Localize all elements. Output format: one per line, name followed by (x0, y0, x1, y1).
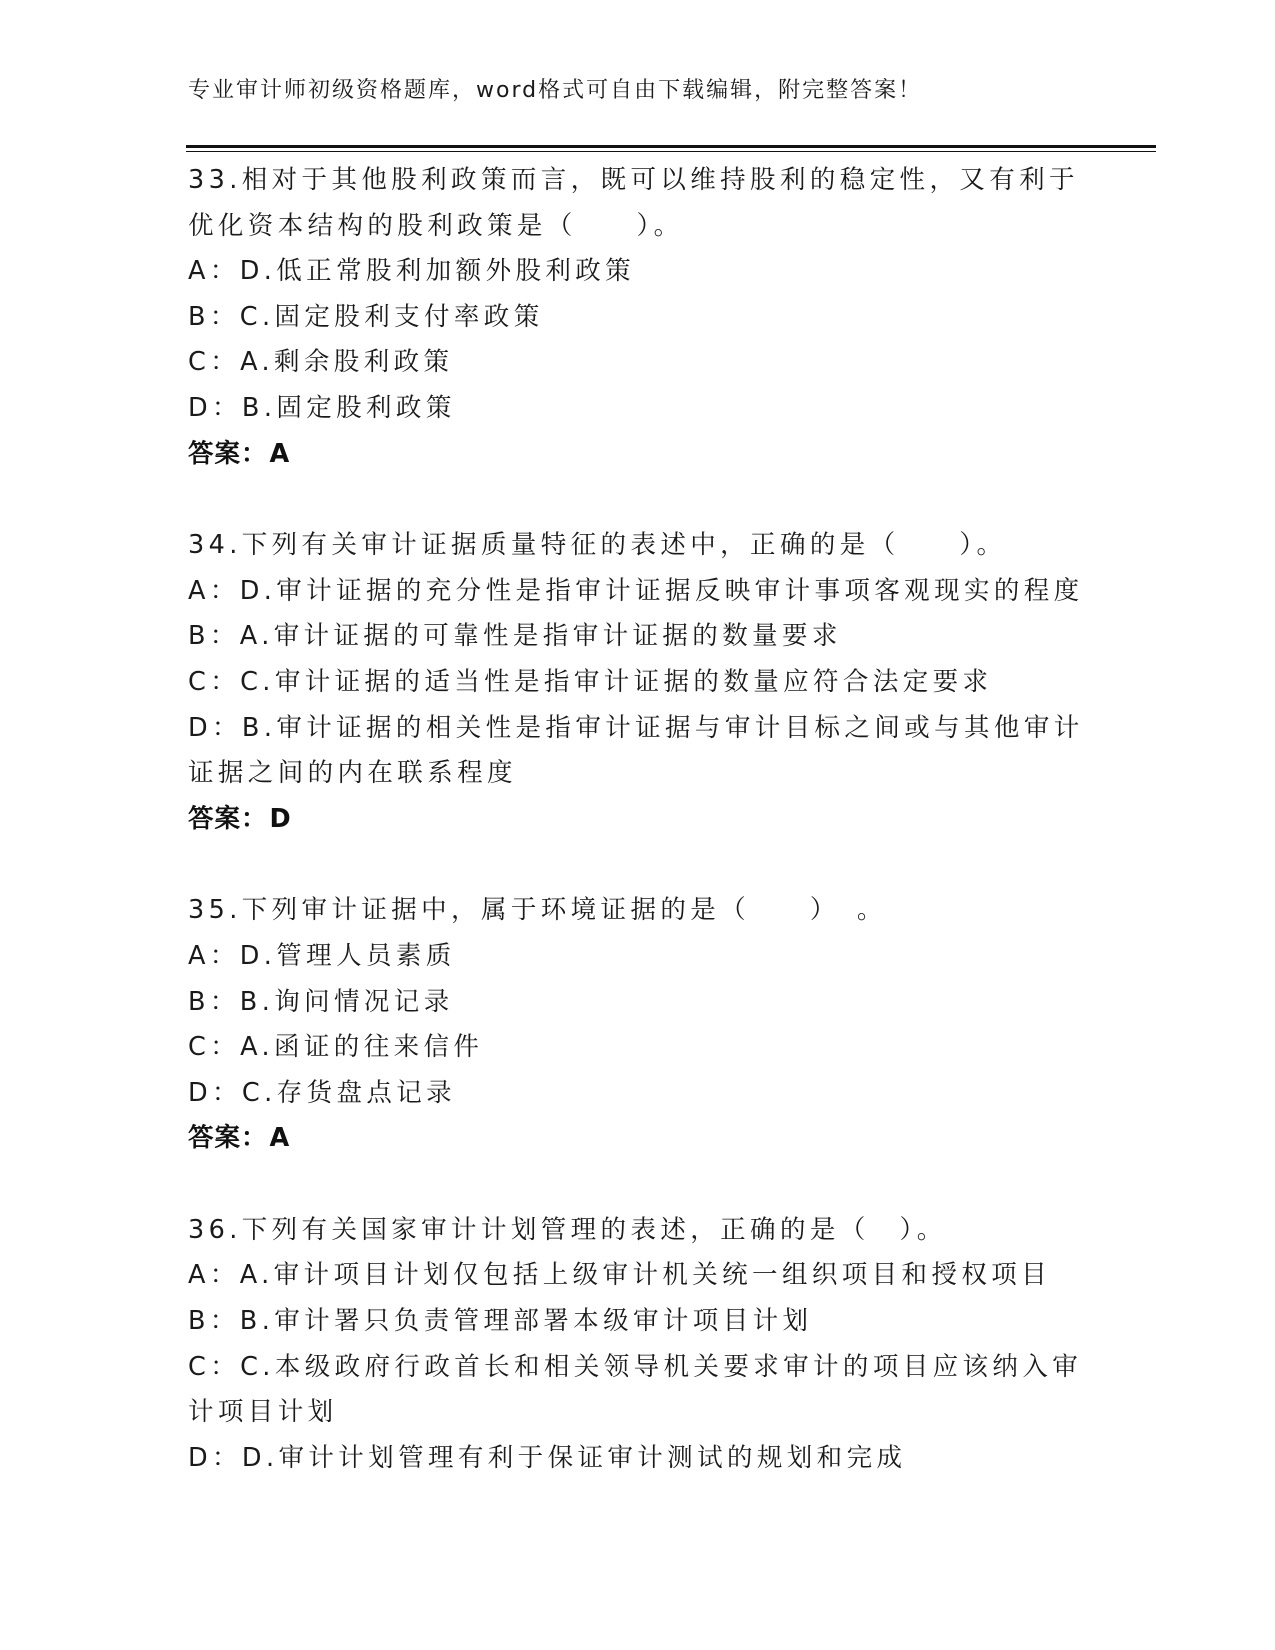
answer-label: 答案： (188, 438, 268, 469)
answer-line (188, 797, 1088, 843)
option-c: C：A.剩余股利政策 (188, 347, 454, 378)
answer-line (188, 1116, 1088, 1162)
answer-label: 答案： (188, 803, 268, 834)
answer-value: D (269, 803, 292, 834)
option-b: B：B.询问情况记录 (188, 986, 454, 1017)
option-a: A：D.管理人员素质 (188, 940, 456, 971)
question-stem: 35.下列审计证据中，属于环境证据的是（ ） 。 (188, 895, 887, 926)
question-35 (188, 888, 1088, 1162)
option-d: D：D.审计计划管理有利于保证审计测试的规划和完成 (188, 1442, 907, 1473)
answer-value: A (269, 438, 291, 469)
question-list (188, 158, 1088, 1527)
option-c: C：C.审计证据的适当性是指审计证据的数量应符合法定要求 (188, 666, 993, 697)
question-36 (188, 1208, 1088, 1482)
option-a: A：D.低正常股利加额外股利政策 (188, 256, 636, 287)
answer-value: A (269, 1123, 291, 1154)
option-b: B：A.审计证据的可靠性是指审计证据的数量要求 (188, 621, 842, 652)
option-d: D：C.存货盘点记录 (188, 1077, 457, 1108)
option-b: B：B.审计署只负责管理部署本级审计项目计划 (188, 1306, 813, 1337)
answer-line (188, 432, 1088, 478)
option-a: A：A.审计项目计划仅包括上级审计机关统一组织项目和授权项目 (188, 1260, 1052, 1291)
question-34 (188, 523, 1088, 842)
option-b: B：C.固定股利支付率政策 (188, 301, 544, 332)
option-c: C：A.函证的往来信件 (188, 1032, 484, 1063)
header-rule-thick (186, 145, 1156, 148)
page-header: 专业审计师初级资格题库，word格式可自由下载编辑，附完整答案！ (188, 78, 923, 103)
header-rule-thin (186, 151, 1156, 152)
option-d: D：B.审计证据的相关性是指审计证据与审计目标之间或与其他审计证据之间的内在联系程度 (188, 712, 1084, 789)
option-a: A：D.审计证据的充分性是指审计证据反映审计事项客观现实的程度 (188, 575, 1084, 606)
question-stem: 36.下列有关国家审计计划管理的表述，正确的是（ ）。 (188, 1214, 947, 1245)
question-stem: 33.相对于其他股利政策而言，既可以维持股利的稳定性，又有利于优化资本结构的股利政策是（ ）。 (188, 165, 1079, 241)
option-c: C：C.本级政府行政首长和相关领导机关要求审计的项目应该纳入审计项目计划 (188, 1351, 1083, 1428)
option-d: D：B.固定股利政策 (188, 392, 456, 423)
answer-label: 答案： (188, 1123, 268, 1154)
question-stem: 34.下列有关审计证据质量特征的表述中，正确的是（ ）。 (188, 530, 1007, 561)
question-33 (188, 158, 1088, 477)
